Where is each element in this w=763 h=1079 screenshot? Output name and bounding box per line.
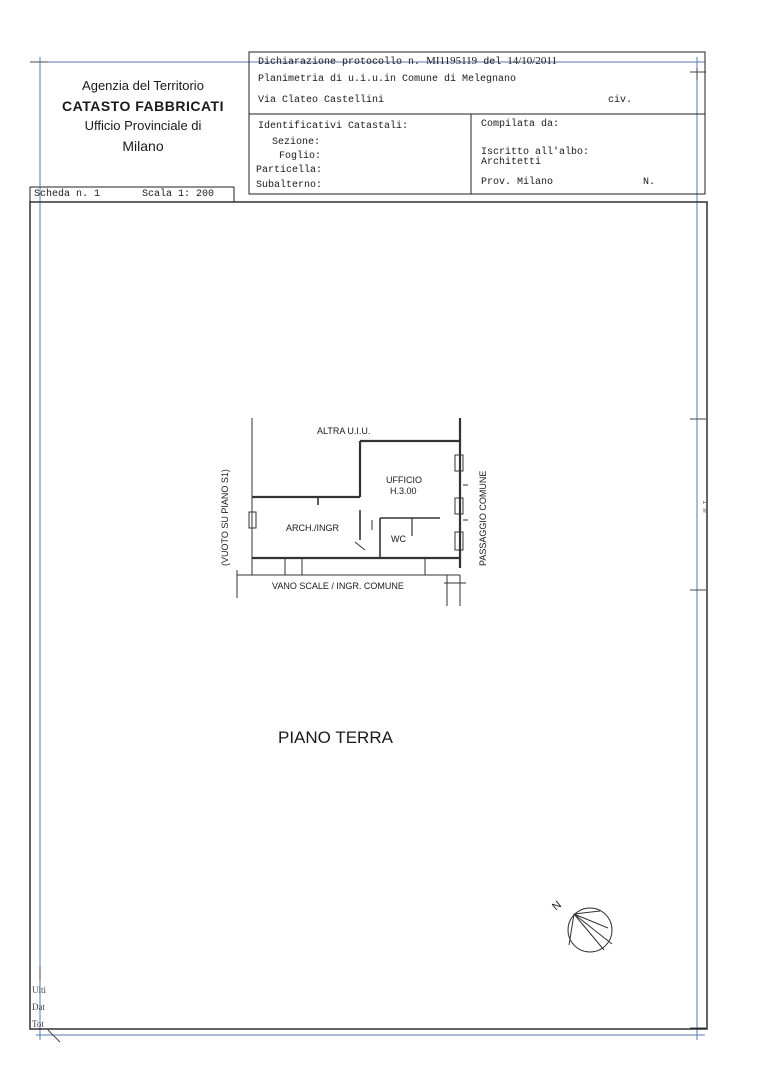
city-name: Milano [122, 138, 164, 154]
wc-label: WC [391, 534, 406, 544]
prov-label: Prov. Milano [481, 177, 554, 188]
margin-note: Dat [32, 1002, 45, 1012]
protocol-number: MI1195119 [426, 55, 478, 67]
protocol-label: Dichiarazione protocollo n. [258, 57, 421, 68]
svg-text:1 m: 1 m [701, 500, 709, 513]
protocol-date: 14/10/2011 [507, 55, 557, 67]
arch-ingr-label: ARCH./INGR [286, 523, 340, 533]
passaggio-label: PASSAGGIO COMUNE [478, 470, 488, 566]
subalterno-label: Subalterno: [256, 180, 323, 191]
floor-title: PIANO TERRA [278, 728, 393, 747]
altra-uiu-label: ALTRA U.I.U. [317, 426, 371, 436]
ufficio-label: Ufficio Provinciale di [84, 118, 202, 133]
margin-note: Ulti [32, 985, 47, 995]
agency-name: Agenzia del Territorio [82, 78, 204, 93]
vano-scale-label: VANO SCALE / INGR. COMUNE [272, 581, 404, 591]
civ-label: civ. [608, 95, 633, 106]
n-label: N. [643, 177, 656, 188]
identificativi-title: Identificativi Catastali: [258, 121, 409, 132]
address-line: Via Clateo Castellini [258, 95, 385, 106]
vuoto-label: (VUOTO SU PIANO S1) [220, 469, 230, 566]
date-label: del [483, 57, 502, 68]
scale-label: Scala 1: 200 [142, 189, 215, 200]
ufficio-label: UFFICIO [386, 475, 422, 485]
compilata-title: Compilata da: [481, 119, 560, 130]
room-height-label: H.3.00 [390, 486, 417, 496]
particella-label: Particella: [256, 165, 323, 176]
margin-note: Tot [32, 1019, 44, 1029]
sezione-label: Sezione: [272, 137, 321, 148]
scheda-label: Scheda n. 1 [34, 189, 101, 200]
architetti-label: Architetti [481, 157, 542, 168]
foglio-label: Foglio: [279, 151, 322, 162]
iscritto-label: Iscritto all'albo: [481, 147, 590, 158]
margin-notes [32, 982, 46, 1033]
north-label: N [550, 898, 564, 914]
catasto-title: CATASTO FABBRICATI [62, 98, 224, 114]
planimetria-line: Planimetria di u.i.u.in Comune di Melegnano [258, 74, 517, 85]
